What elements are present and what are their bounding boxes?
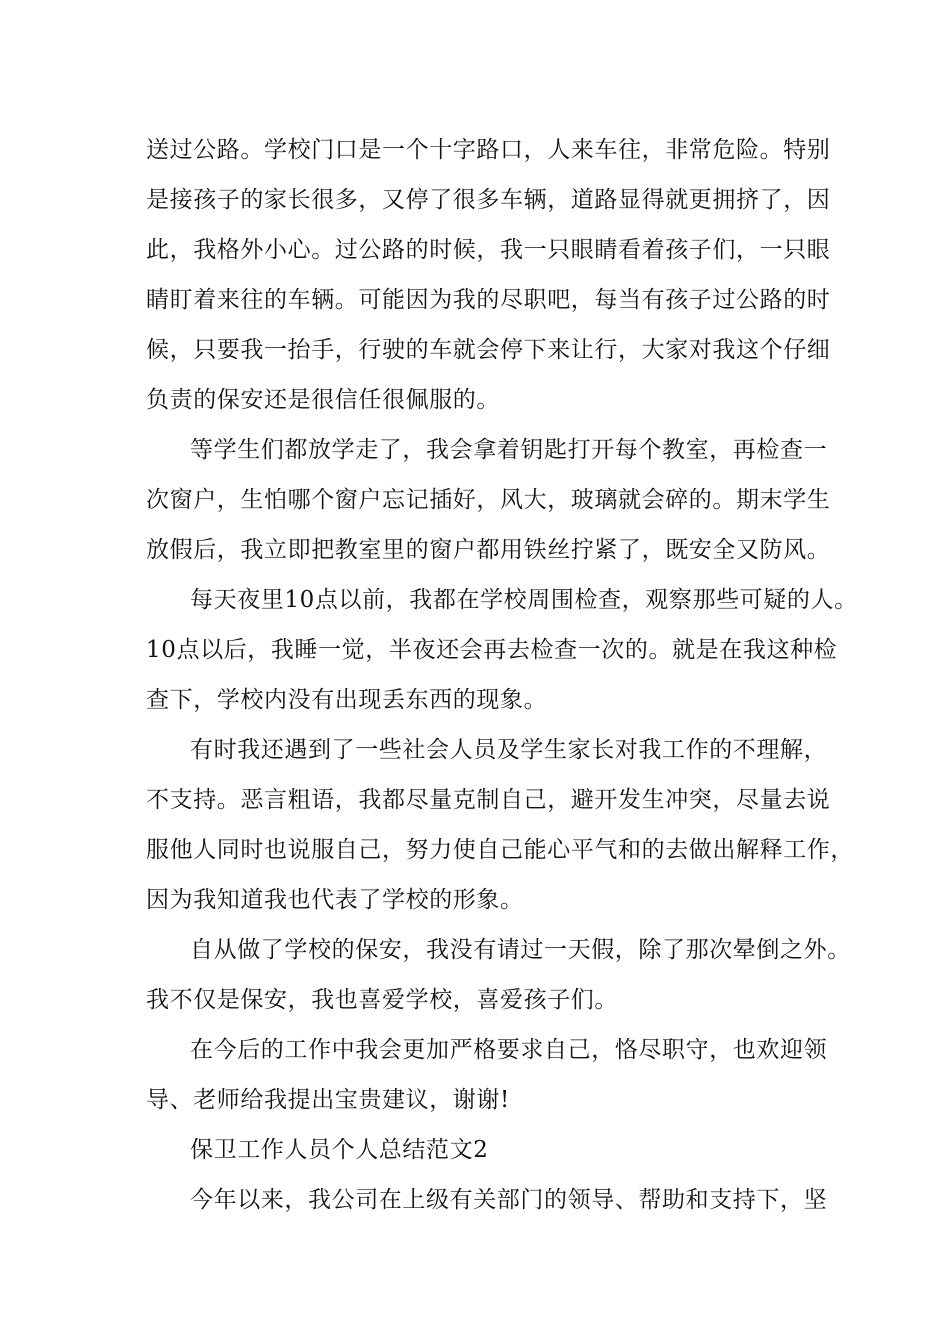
paragraph-first-line: 有时我还遇到了一些社会人员及学生家长对我工作的不理解， [190,737,828,763]
text-line: 负责的保安还是很信任很佩服的。 [146,387,500,413]
paragraph-first-line: 等学生们都放学走了，我会拿着钥匙打开每个教室，再检查一 [190,437,828,463]
text-line: 不支持。恶言粗语，我都尽量克制自己，避开发生冲突，尽量去说 [146,787,831,813]
text-line: 我不仅是保安，我也喜爱学校，喜爱孩子们。 [146,987,618,1013]
text-line: 放假后，我立即把教室里的窗户都用铁丝拧紧了，既安全又防风。 [146,537,831,563]
text-line: 服他人同时也说服自己，努力使自己能心平气和的去做出解释工作， [146,837,854,863]
paragraph-first-line: 在今后的工作中我会更加严格要求自己，恪尽职守，也欢迎领 [190,1037,828,1063]
text-line: 此，我格外小心。过公路的时候，我一只眼睛看着孩子们，一只眼 [146,237,831,263]
text-line: 查下，学校内没有出现丢东西的现象。 [146,687,548,713]
paragraph-first-line: 自从做了学校的保安，我没有请过一天假，除了那次晕倒之外。 [190,937,851,963]
section-heading: 保卫工作人员个人总结范文2 [190,1137,489,1163]
text-line: 10点以后，我睡一觉，半夜还会再去检查一次的。就是在我这种检 [146,637,838,663]
text-line: 是接孩子的家长很多，又停了很多车辆，道路显得就更拥挤了，因 [146,187,831,213]
paragraph-first-line: 每天夜里10点以前，我都在学校周围检查，观察那些可疑的人。 [190,587,858,613]
text-line: 次窗户，生怕哪个窗户忘记插好，风大，玻璃就会碎的。期末学生 [146,487,831,513]
paragraph-first-line: 今年以来，我公司在上级有关部门的领导、帮助和支持下，坚 [190,1187,828,1213]
text-line: 因为我知道我也代表了学校的形象。 [146,887,524,913]
text-line: 睛盯着来往的车辆。可能因为我的尽职吧，每当有孩子过公路的时 [146,287,831,313]
text-line: 送过公路。学校门口是一个十字路口，人来车往，非常危险。特别 [146,137,831,163]
text-line: 导、老师给我提出宝贵建议，谢谢! [146,1087,510,1113]
text-line: 候，只要我一抬手，行驶的车就会停下来让行，大家对我这个仔细 [146,337,831,363]
